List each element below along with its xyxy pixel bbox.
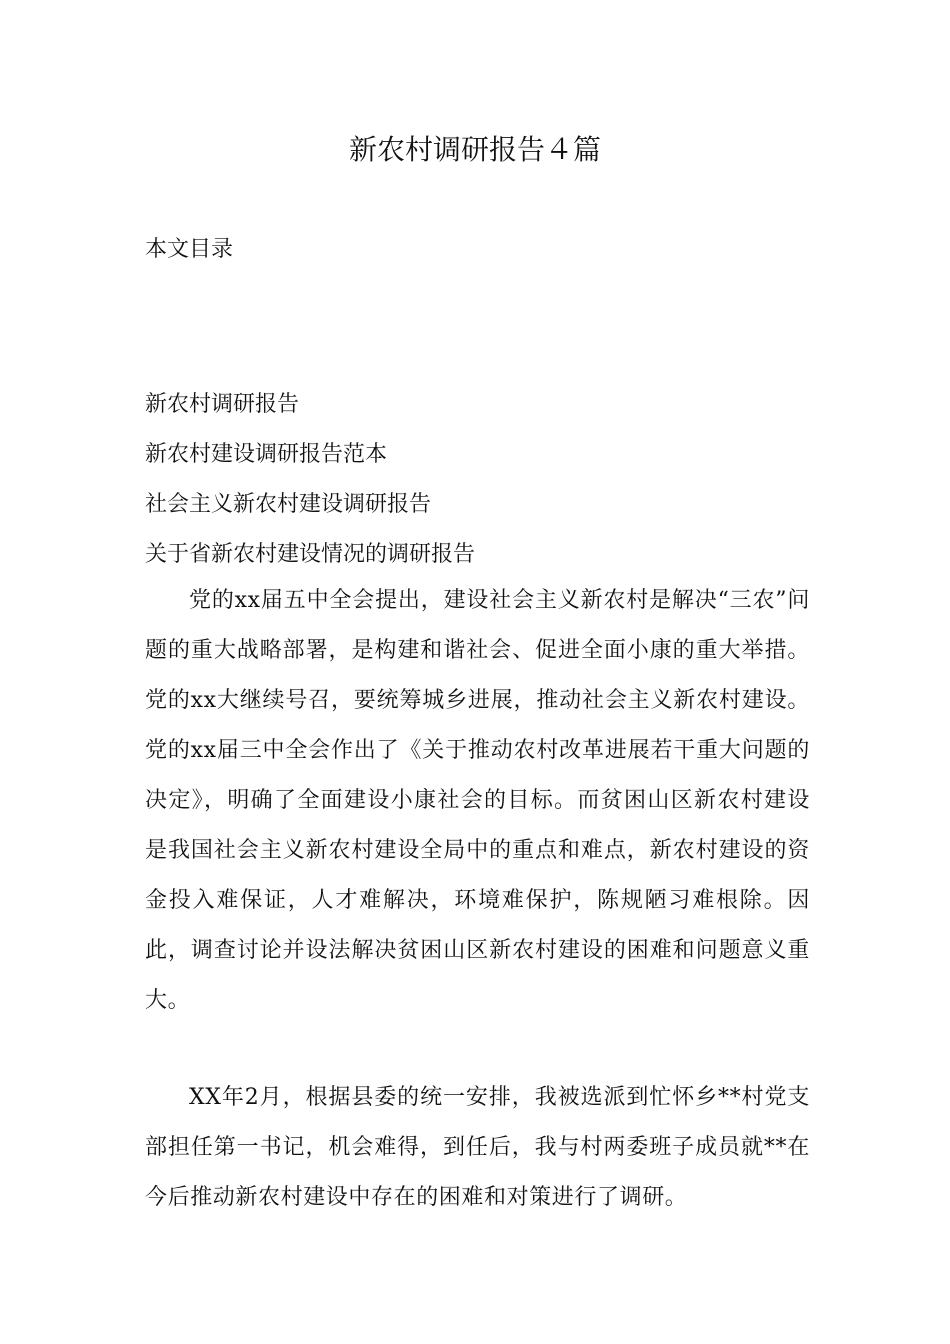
body-paragraph: 党的xx届五中全会提出，建设社会主义新农村是解决“三农”问题的重大战略部署，是构建和谐社会、促进全面小康的重大举措。党的xx大继续号召，要统筹城乡进展，推动社会主义新农村建设。党的xx届三中全会作出了《关于推动农村改革进展若干重大问题的决定》，明确了全面建设小康社会的目标。而贫困山区新农村建设是我国社会主义新农村建设全局中的重点和难点，新农村建设的资金投入难保证，人才难解决，环境难保护，陈规陋习难根除。因此，调查讨论并设法解决贫困山区新农村建设的困难和问题意义重大。 [145,588,810,1013]
toc-item[interactable]: 关于省新农村建设情况的调研报告 [145,542,476,567]
toc-heading: 本文目录 [145,237,234,262]
toc-item[interactable]: 新农村调研报告 [145,392,300,417]
body-paragraph: XX年2月，根据县委的统一安排，我被选派到忙怀乡**村党支部担任第一书记，机会难得，到任后，我与村两委班子成员就**在今后推动新农村建设中存在的困难和对策进行了调研。 [145,1085,810,1210]
table-of-contents [145,380,475,580]
document-title: 新农村调研报告４篇 [348,133,601,166]
toc-item[interactable]: 新农村建设调研报告范本 [145,442,388,467]
toc-item[interactable]: 社会主义新农村建设调研报告 [145,492,432,517]
